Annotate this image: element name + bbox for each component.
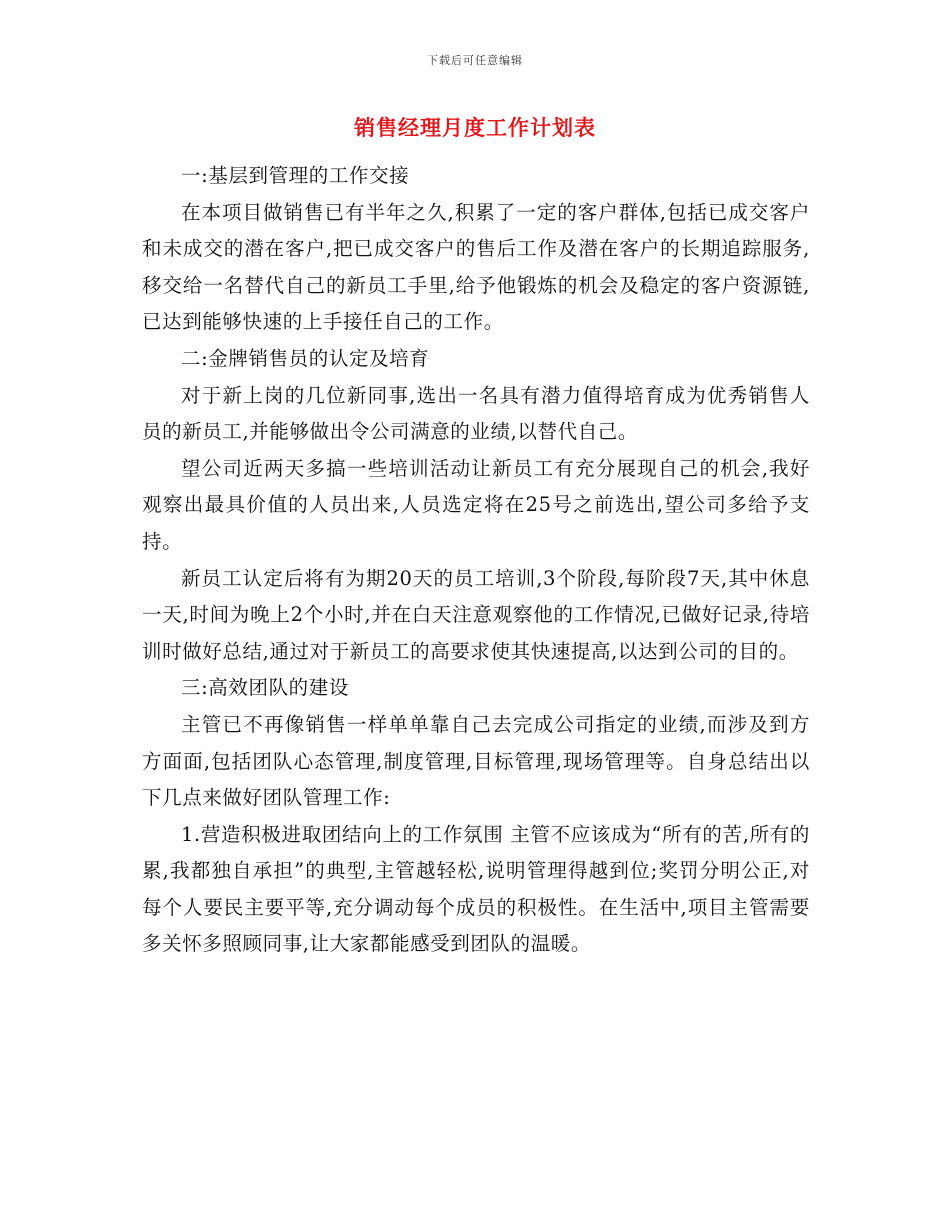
document-title: 销售经理月度工作计划表 [354, 116, 596, 140]
section-heading-1: 一:基层到管理的工作交接 [181, 164, 410, 187]
header-note: 下载后可任意编辑 [427, 54, 523, 67]
paragraph: 新员工认定后将有为期20天的员工培训,3个阶段,每阶段7天,其中休息一天,时间为晚上2个小时,并在白天注意观察他的工作情况,已做好记录,待培训时做好总结,通过对于新员工的高要求使其快速提高,以达到公司的目的。 [142, 566, 810, 663]
section-heading-2: 二:金牌销售员的认定及培育 [181, 346, 430, 370]
paragraph: 对于新上岗的几位新同事,选出一名具有潜力值得培育成为优秀销售人员的新员工,并能够做出令公司满意的业绩,以替代自己。 [142, 383, 810, 444]
paragraph: 1.营造积极进取团结向上的工作氛围 主管不应该成为“所有的苦,所有的累,我都独自承担”的典型,主管越轻松,说明管理得越到位;奖罚分明公正,对每个人要民主要平等,充分调动每个成员的积极性。在生活中,项目主管需要多关怀多照顾同事,让大家都能感受到团队的温暖。 [142, 822, 810, 956]
paragraph: 望公司近两天多搞一些培训活动让新员工有充分展现自己的机会,我好观察出最具价值的人员出来,人员选定将在25号之前选出,望公司多给予支持。 [142, 456, 810, 553]
document-body [142, 158, 810, 963]
paragraph: 主管已不再像销售一样单单靠自己去完成公司指定的业绩,而涉及到方方面面,包括团队心态管理,制度管理,目标管理,现场管理等。自身总结出以下几点来做好团队管理工作: [142, 712, 810, 810]
section-heading-3: 三:高效团队的建设 [181, 676, 349, 700]
paragraph: 在本项目做销售已有半年之久,积累了一定的客户群体,包括已成交客户和未成交的潜在客户,把已成交客户的售后工作及潜在客户的长期追踪服务,移交给一名替代自己的新员工手里,给予他锻炼的机会及稳定的客户资源链,已达到能够快速的上手接任自己的工作。 [142, 200, 810, 334]
